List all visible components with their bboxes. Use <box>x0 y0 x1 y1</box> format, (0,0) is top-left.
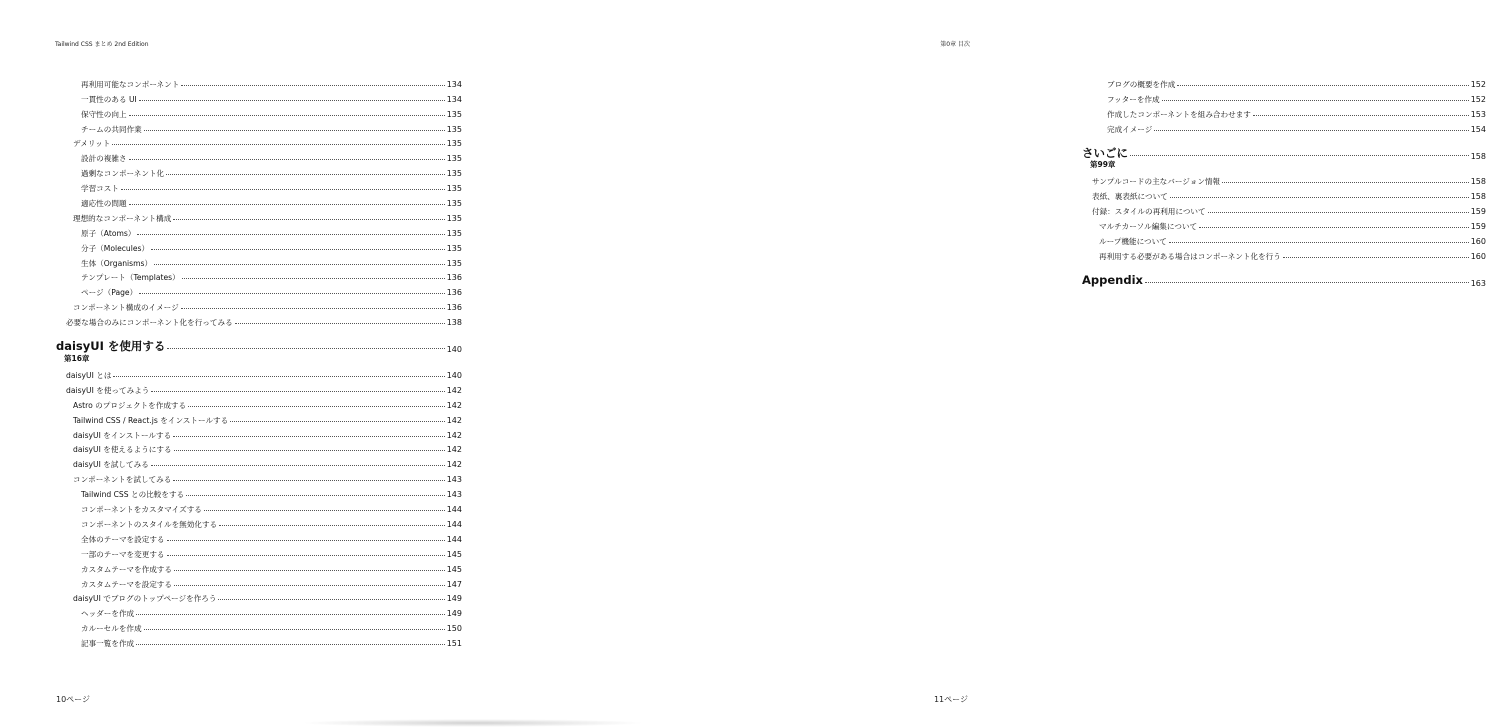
toc-page-number: 135 <box>446 213 462 223</box>
toc-entry-title: 理想的なコンポーネント構成 <box>73 213 172 223</box>
toc-entry[interactable] <box>56 365 462 380</box>
toc-entry[interactable] <box>56 89 462 104</box>
toc-page-number: 142 <box>446 445 462 455</box>
toc-page-number: 135 <box>446 199 462 209</box>
toc-entry-title: 作成したコンポーネントを組み合わせます <box>1107 109 1251 119</box>
dot-leader <box>167 555 445 556</box>
dot-leader <box>1222 182 1469 183</box>
toc-entry[interactable] <box>1082 216 1486 231</box>
toc-entry[interactable] <box>56 208 462 223</box>
toc-page-number: 135 <box>446 139 462 149</box>
toc-entry-title: ブログの概要を作成 <box>1107 79 1176 89</box>
toc-entry[interactable] <box>56 395 462 410</box>
toc-entry-title: Tailwind CSS / React.js をインストールする <box>73 415 229 425</box>
table-of-contents <box>1082 74 1486 288</box>
toc-entry-title: 分子（Molecules） <box>81 243 150 253</box>
toc-entry-title: daisyUI とは <box>66 371 112 381</box>
dot-leader <box>1169 242 1469 243</box>
running-header: 第0章 目次 <box>940 41 970 48</box>
toc-entry-title: 付録：スタイルの再利用について <box>1092 207 1206 217</box>
chapter-number: 第16章 <box>64 353 90 363</box>
toc-entry-title: フッターを作成 <box>1107 94 1160 104</box>
dot-leader <box>1154 130 1468 131</box>
toc-entry[interactable] <box>56 469 462 484</box>
toc-entry[interactable] <box>1082 231 1486 246</box>
toc-page-number: 149 <box>446 594 462 604</box>
toc-page-number: 150 <box>446 624 462 634</box>
dot-leader <box>129 204 445 205</box>
toc-page-number: 143 <box>446 475 462 485</box>
toc-entry[interactable] <box>56 282 462 297</box>
dot-leader <box>1145 282 1469 283</box>
toc-entry-title: 記事一覧を作成 <box>81 639 135 649</box>
toc-entry-title: ヘッダーを作成 <box>81 609 135 619</box>
toc-page-number: 149 <box>446 609 462 619</box>
toc-page-number: 135 <box>446 169 462 179</box>
toc-page-number: 144 <box>446 534 462 544</box>
toc-chapter-entry[interactable] <box>1082 263 1486 288</box>
toc-entry[interactable] <box>56 484 462 499</box>
toc-entry-title: サンプルコードの主なバージョン情報 <box>1092 177 1221 187</box>
dot-leader <box>174 570 445 571</box>
toc-entry[interactable] <box>56 238 462 253</box>
toc-page-number: 147 <box>446 579 462 589</box>
toc-entry-title: チームの共同作業 <box>81 124 142 134</box>
toc-page-number: 138 <box>446 318 462 328</box>
dot-leader <box>173 219 444 220</box>
toc-entry[interactable] <box>1082 119 1486 134</box>
toc-entry[interactable] <box>56 380 462 395</box>
dot-leader <box>112 144 444 145</box>
dot-leader <box>129 115 445 116</box>
toc-page-number: 158 <box>1470 151 1486 161</box>
page-number-footer: 11ページ <box>933 695 968 704</box>
toc-page-number: 142 <box>446 430 462 440</box>
toc-page-number: 159 <box>1470 222 1486 232</box>
toc-entry[interactable] <box>56 148 462 163</box>
toc-entry-title: テンプレート（Templates） <box>81 273 180 283</box>
toc-entry[interactable] <box>56 454 462 469</box>
dot-leader <box>173 436 445 437</box>
dot-leader <box>188 406 445 407</box>
toc-page-number: 140 <box>446 371 462 381</box>
toc-page-number: 136 <box>446 303 462 313</box>
toc-page-number: 163 <box>1470 278 1486 288</box>
toc-entry-title: 一部のテーマを変更する <box>81 549 165 559</box>
running-header: Tailwind CSS まとめ 2nd Edition <box>55 41 149 48</box>
toc-page-number: 135 <box>446 184 462 194</box>
toc-entry-title: 一貫性のある UI <box>81 94 137 104</box>
toc-entry[interactable] <box>56 119 462 134</box>
toc-page-number: 142 <box>446 415 462 425</box>
toc-entry-title: 適応性の問題 <box>81 199 127 209</box>
toc-entry-title: 表紙、裏表紙について <box>1092 192 1168 202</box>
toc-page-number: 144 <box>446 519 462 529</box>
toc-page-number: 135 <box>446 243 462 253</box>
dot-leader <box>230 421 444 422</box>
dot-leader <box>129 159 445 160</box>
toc-page-number: 140 <box>446 345 462 355</box>
toc-entry-title: daisyUI を使用する <box>56 339 166 354</box>
toc-entry[interactable] <box>56 440 462 455</box>
toc-entry-title: daisyUI を使えるようにする <box>73 445 172 455</box>
toc-entry[interactable] <box>1082 104 1486 119</box>
toc-entry[interactable] <box>1082 201 1486 216</box>
left-page <box>0 0 512 723</box>
toc-page-number: 142 <box>446 385 462 395</box>
toc-entry[interactable] <box>56 268 462 283</box>
toc-chapter-entry[interactable] <box>56 329 462 355</box>
dot-leader <box>174 450 445 451</box>
toc-page-number: 135 <box>446 109 462 119</box>
dot-leader <box>137 234 444 235</box>
toc-page-number: 143 <box>446 490 462 500</box>
toc-entry[interactable] <box>56 633 462 648</box>
toc-entry-title: Astro のプロジェクトを作成する <box>73 400 187 410</box>
toc-entry-title: 再利用可能なコンポーネント <box>81 79 180 89</box>
toc-entry[interactable] <box>56 134 462 149</box>
dot-leader <box>166 174 445 175</box>
toc-entry-title: カスタムテーマを作成する <box>81 564 172 574</box>
toc-page-number: 145 <box>446 564 462 574</box>
dot-leader <box>1162 100 1469 101</box>
toc-page-number: 135 <box>446 124 462 134</box>
toc-entry-title: 設計の複雑さ <box>81 154 127 164</box>
toc-entry-title: 必要な場合のみにコンポーネント化を行ってみる <box>66 318 233 328</box>
toc-page-number: 136 <box>446 288 462 298</box>
dot-leader <box>1170 197 1469 198</box>
dot-leader <box>167 540 445 541</box>
dot-leader <box>1283 257 1469 258</box>
toc-entry[interactable] <box>56 178 462 193</box>
toc-entry[interactable] <box>56 223 462 238</box>
toc-entry-title: Tailwind CSS との比較をする <box>81 490 185 500</box>
toc-entry-title: 全体のテーマを設定する <box>81 534 165 544</box>
toc-entry[interactable] <box>56 514 462 529</box>
toc-entry[interactable] <box>1082 186 1486 201</box>
toc-entry-title: 学習コスト <box>81 184 119 194</box>
toc-page-number: 154 <box>1470 124 1486 134</box>
table-of-contents <box>56 74 462 648</box>
toc-entry[interactable] <box>56 253 462 268</box>
dot-leader <box>151 465 445 466</box>
toc-page-number: 134 <box>446 79 462 89</box>
toc-page-number: 152 <box>1470 94 1486 104</box>
toc-entry-title: daisyUI を試してみる <box>73 460 149 470</box>
toc-entry-title: daisyUI でブログのトップページを作ろう <box>73 594 217 604</box>
dot-leader <box>219 525 445 526</box>
toc-entry[interactable] <box>56 312 462 327</box>
toc-entry[interactable] <box>56 74 462 89</box>
toc-entry-title: Appendix <box>1082 272 1143 287</box>
toc-page-number: 134 <box>446 94 462 104</box>
page-number-footer: 10ページ <box>56 695 91 704</box>
toc-entry-title: マルチカーソル編集について <box>1099 222 1198 232</box>
toc-entry[interactable] <box>56 589 462 604</box>
dot-leader <box>1130 155 1469 156</box>
dot-leader <box>186 495 445 496</box>
toc-entry-title: コンポーネントを試してみる <box>73 475 172 485</box>
toc-entry-title: カルーセルを作成 <box>81 624 142 634</box>
toc-entry[interactable] <box>56 618 462 633</box>
dot-leader <box>151 249 445 250</box>
dot-leader <box>1199 227 1469 228</box>
dot-leader <box>1177 85 1468 86</box>
toc-entry-title: コンポーネント構成のイメージ <box>73 303 179 313</box>
toc-page-number: 158 <box>1470 177 1486 187</box>
toc-entry[interactable] <box>56 193 462 208</box>
toc-entry[interactable] <box>56 603 462 618</box>
toc-page-number: 142 <box>446 460 462 470</box>
toc-page-number: 135 <box>446 154 462 164</box>
toc-entry[interactable] <box>56 425 462 440</box>
dot-leader <box>182 278 445 279</box>
dot-leader <box>1208 212 1469 213</box>
dot-leader <box>181 308 445 309</box>
toc-entry-title: カスタムテーマを設定する <box>81 579 172 589</box>
dot-leader <box>139 100 445 101</box>
toc-entry[interactable] <box>56 163 462 178</box>
dot-leader <box>139 293 445 294</box>
toc-entry-title: ループ機能について <box>1099 237 1167 247</box>
dot-leader <box>144 130 445 131</box>
dot-leader <box>136 644 445 645</box>
dot-leader <box>181 85 444 86</box>
toc-entry-title: 過剰なコンポーネント化 <box>81 169 165 179</box>
dot-leader <box>151 391 444 392</box>
toc-entry-title: さいごに <box>1082 145 1128 160</box>
toc-entry[interactable] <box>56 499 462 514</box>
toc-entry-title: 完成イメージ <box>1107 124 1153 134</box>
toc-page-number: 159 <box>1470 207 1486 217</box>
toc-entry-title: ページ（Page） <box>81 288 138 298</box>
toc-entry-title: コンポーネントをカスタマイズする <box>81 505 202 515</box>
dot-leader <box>136 614 445 615</box>
dot-leader <box>235 323 445 324</box>
toc-entry-title: 再利用する必要がある場合はコンポーネント化を行う <box>1099 251 1281 261</box>
dot-leader <box>113 376 444 377</box>
toc-entry[interactable] <box>56 410 462 425</box>
toc-entry[interactable] <box>56 104 462 119</box>
dot-leader <box>154 264 445 265</box>
toc-page-number: 152 <box>1470 79 1486 89</box>
dot-leader <box>174 585 445 586</box>
toc-page-number: 135 <box>446 258 462 268</box>
toc-page-number: 142 <box>446 400 462 410</box>
toc-entry[interactable] <box>56 529 462 544</box>
toc-entry-title: デメリット <box>73 139 111 149</box>
toc-entry[interactable] <box>56 574 462 589</box>
toc-page-number: 144 <box>446 505 462 515</box>
toc-page-number: 135 <box>446 228 462 238</box>
toc-entry-title: 生体（Organisms） <box>81 258 153 268</box>
toc-entry[interactable] <box>1082 89 1486 104</box>
page-edge-shadow <box>300 719 645 727</box>
dot-leader <box>173 480 444 481</box>
toc-page-number: 160 <box>1470 251 1486 261</box>
toc-page-number: 158 <box>1470 192 1486 202</box>
toc-chapter-entry[interactable] <box>1082 136 1486 161</box>
toc-entry[interactable] <box>56 297 462 312</box>
dot-leader <box>144 629 445 630</box>
toc-entry[interactable] <box>56 544 462 559</box>
toc-entry-title: daisyUI を使ってみよう <box>66 385 150 395</box>
toc-entry[interactable] <box>1082 172 1486 187</box>
toc-entry-title: 原子（Atoms） <box>81 228 136 238</box>
toc-page-number: 153 <box>1470 109 1486 119</box>
toc-entry[interactable] <box>1082 74 1486 89</box>
chapter-number: 第99章 <box>1090 160 1116 170</box>
dot-leader <box>121 189 445 190</box>
right-page <box>512 0 1486 723</box>
toc-entry-title: コンポーネントのスタイルを無効化する <box>81 519 218 529</box>
toc-entry-title: 保守性の向上 <box>81 109 127 119</box>
toc-entry[interactable] <box>56 559 462 574</box>
toc-entry-title: daisyUI をインストールする <box>73 430 172 440</box>
toc-page-number: 136 <box>446 273 462 283</box>
toc-page-number: 151 <box>446 639 462 649</box>
toc-page-number: 145 <box>446 549 462 559</box>
dot-leader <box>204 510 445 511</box>
dot-leader <box>218 599 444 600</box>
toc-entry[interactable] <box>1082 246 1486 261</box>
dot-leader <box>1253 115 1469 116</box>
toc-page-number: 160 <box>1470 237 1486 247</box>
dot-leader <box>167 348 444 349</box>
